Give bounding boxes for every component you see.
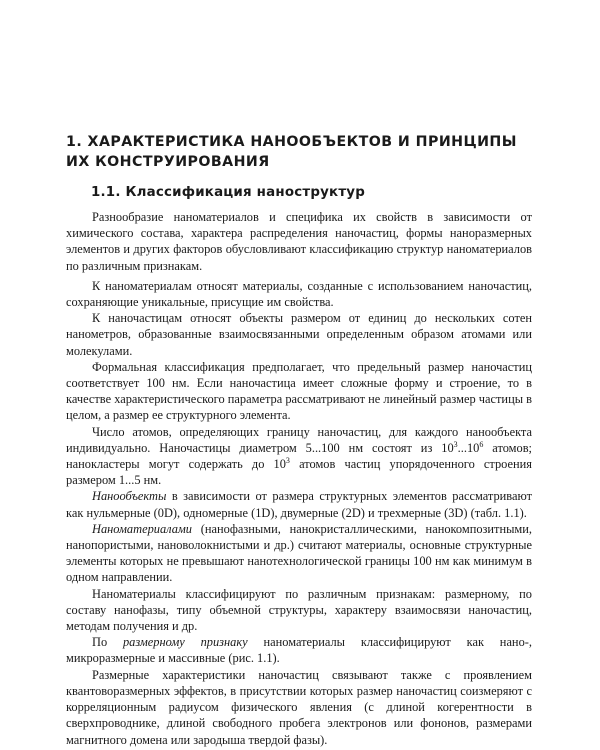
paragraph-2: К наноматериалам относят материалы, созданные с использованием наночастиц, сохраняющие уникальные, присущие им свойства. — [66, 278, 532, 310]
paragraph-5-text-d: атомов частиц упорядоченного строения размером 1...5 нм. — [66, 457, 532, 488]
paragraph-9 — [66, 634, 532, 666]
paragraph-5-text-b: ...10 — [457, 440, 480, 455]
paragraph-3: К наночастицам относят объекты размером от единиц до нескольких сотен нанометров, образованные взаимосвязанными определенным образом атомами или молекулами. — [66, 311, 532, 358]
paragraph-9-term: размерному признаку — [122, 635, 248, 650]
paragraph-1: Разнообразие наноматериалов и специфика их свойств в зависимости от химического состава, характера распределения наночастиц, формы наноразмерных элементов и других факторов обусловливают классификацию структур наноматериалов по различным признакам. — [66, 210, 532, 273]
paragraph-6 — [66, 488, 532, 520]
paragraph-9-text-a: По — [92, 635, 123, 650]
paragraph-5 — [66, 424, 532, 489]
paragraph-8: Наноматериалы классифицируют по различным признакам: размерному, по составу нанофазы, типу объемной структуры, характеру взаимосвязи наночастиц, методам получения и др. — [66, 586, 532, 634]
paragraph-5-sup-1: 3 — [453, 439, 458, 449]
paragraph-5-text-a: Число атомов, определяющих границу наночастиц, для каждого нанообъекта индивидуально. Наночастицы диаметром 5...100 нм состоят из 10 — [66, 424, 532, 455]
paragraph-6-term: Нанообъекты — [92, 489, 167, 504]
paragraph-6-text: в зависимости от размера структурных элементов рассматривают как нульмерные (0D), одномерные (1D), двумерные (2D) и трехмерные (3D) (табл. 1.1). — [66, 489, 532, 520]
paragraph-10: Размерные характеристики наночастиц связывают также с проявлением квантоворазмерных эффектов, в присутствии которых размер наночастиц соизмеряют с корреляционным радиусом физического явления (с длиной когерентности в сверхпроводнике, длиной свободного пробега электронов или фононов, размерами магнитного домена или зародыша твердой фазы). — [66, 667, 532, 747]
paragraph-4: Формальная классификация предполагает, что предельный размер наночастиц соответствует 100 нм. Если наночастица имеет сложные форму и строение, то в качестве характеристического параметра рассматривают не линейный размер частицы в целом, а размер ее структурного элемента. — [66, 359, 532, 423]
chapter-title-line-2: ИХ КОНСТРУИРОВАНИЯ — [66, 154, 270, 170]
body-text — [66, 209, 532, 748]
paragraph-7-text: (нанофазными, нанокристаллическими, нанокомпозитными, нанопористыми, нановолокнистыми и др.) считают материалы, основные структурные элементы которых не превышают нанотехнологической границы 100 нм как минимум в одном направлении. — [66, 521, 532, 585]
paragraph-7-term: Наноматериалами — [92, 521, 193, 536]
paragraph-5-sup-2: 6 — [479, 439, 484, 449]
paragraph-9-text-b: наноматериалы классифицируют как нано-, микроразмерные и массивные (рис. 1.1). — [66, 635, 532, 666]
chapter-title-line-1: 1. ХАРАКТЕРИСТИКА НАНООБЪЕКТОВ И ПРИНЦИПЫ — [66, 134, 517, 150]
section-title: 1.1. Классификация наноструктур — [91, 185, 365, 200]
paragraph-5-text-c: атомов; нанокластеры могут содержать до 10 — [66, 440, 532, 472]
paragraph-7 — [66, 521, 532, 586]
paragraph-5-sup-3: 3 — [285, 455, 290, 465]
chapter-title — [66, 132, 546, 172]
